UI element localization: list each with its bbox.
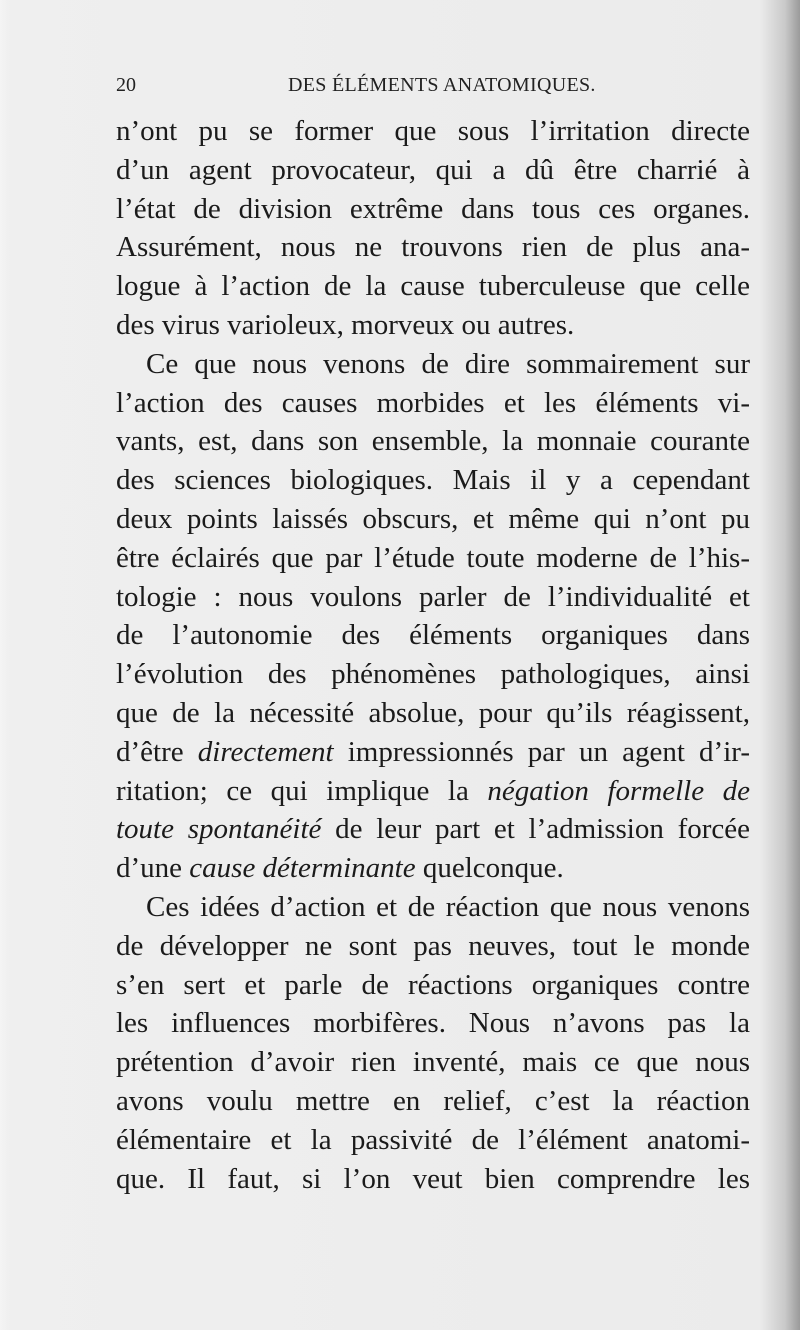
italic-text-segment: directement [197,735,334,768]
text-line [116,733,750,772]
text-segment: n’ont pu se former que sous l’irritation directe [116,115,750,147]
text-line [116,384,750,423]
italic-text-segment: négation formelle de [487,774,750,807]
running-title: DES ÉLÉMENTS ANATOMIQUES. [288,74,596,96]
italic-text-segment: toute spontanéité [116,813,322,846]
text-segment: logue à l’action de la cause tuberculeuse que celle [116,270,750,303]
text-line [116,1004,750,1043]
text-segment: de développer ne sont pas neuves, tout le monde [116,929,750,962]
text-line [116,112,750,151]
text-line [116,228,750,267]
text-segment: de l’autonomie des éléments organiques dans [116,619,750,652]
text-line [116,1160,750,1199]
text-line [116,1082,750,1121]
text-segment: d’un agent provocateur, qui a dû être charrié à [116,153,750,186]
text-segment: de leur part et l’admission forcée [321,813,751,846]
text-segment: d’une [116,852,190,885]
text-segment: deux points laissés obscurs, et même qui n’ont pu [116,502,750,535]
page-header [116,74,756,106]
text-segment: être éclairés que par l’étude toute moderne de l’his- [116,541,750,574]
text-line [116,616,750,655]
text-line [116,888,750,927]
text-line [116,539,750,578]
text-segment: tologie : nous voulons parler de l’individualité et [116,580,750,613]
text-segment: des sciences biologiques. Mais il y a cependant [116,464,750,497]
text-segment: l’état de division extrême dans tous ces organes. [116,192,750,225]
text-line [116,849,750,888]
text-segment: prétention d’avoir rien inventé, mais ce que nous [116,1046,750,1079]
text-segment: impressionnés par un agent d’ir- [333,735,750,768]
text-line [116,694,750,733]
text-line [116,1043,750,1082]
text-line [116,927,750,966]
text-line [116,422,750,461]
text-segment: élémentaire et la passivité de l’élément anatomi- [116,1123,750,1156]
text-segment: que. Il faut, si l’on veut bien comprendre les [116,1162,750,1195]
text-line [116,267,750,306]
text-line [116,655,750,694]
page-number: 20 [116,74,136,96]
text-line [116,345,750,384]
text-segment: Ce que nous venons de dire sommairement sur [146,347,750,380]
text-segment: Assurément, nous ne trouvons rien de plus ana- [116,231,750,264]
text-segment: des virus varioleux, morveux ou autres. [116,308,575,341]
text-line [116,772,750,811]
text-line [116,306,750,345]
text-line [116,1121,750,1160]
text-segment: Ces idées d’action et de réaction que nous venons [146,890,750,923]
text-segment: que de la nécessité absolue, pour qu’ils réagissent, [116,696,750,729]
text-line [116,461,750,500]
text-segment: d’être [116,735,198,768]
text-segment: quelconque. [415,852,564,885]
text-line [116,190,750,229]
text-line [116,810,750,849]
body-text [116,112,750,1198]
text-segment: les influences morbifères. Nous n’avons pas la [116,1007,750,1040]
text-line [116,500,750,539]
text-segment: avons voulu mettre en relief, c’est la réaction [116,1084,750,1117]
text-line [116,151,750,190]
text-line [116,966,750,1005]
text-segment: s’en sert et parle de réactions organiques contre [116,968,750,1001]
text-line [116,578,750,617]
italic-text-segment: cause déterminante [189,852,416,885]
text-segment: ritation; ce qui implique la [116,774,488,807]
text-segment: l’évolution des phénomènes pathologiques, ainsi [116,658,750,691]
text-segment: l’action des causes morbides et les éléments vi- [116,386,750,419]
text-segment: vants, est, dans son ensemble, la monnaie courante [116,425,750,458]
